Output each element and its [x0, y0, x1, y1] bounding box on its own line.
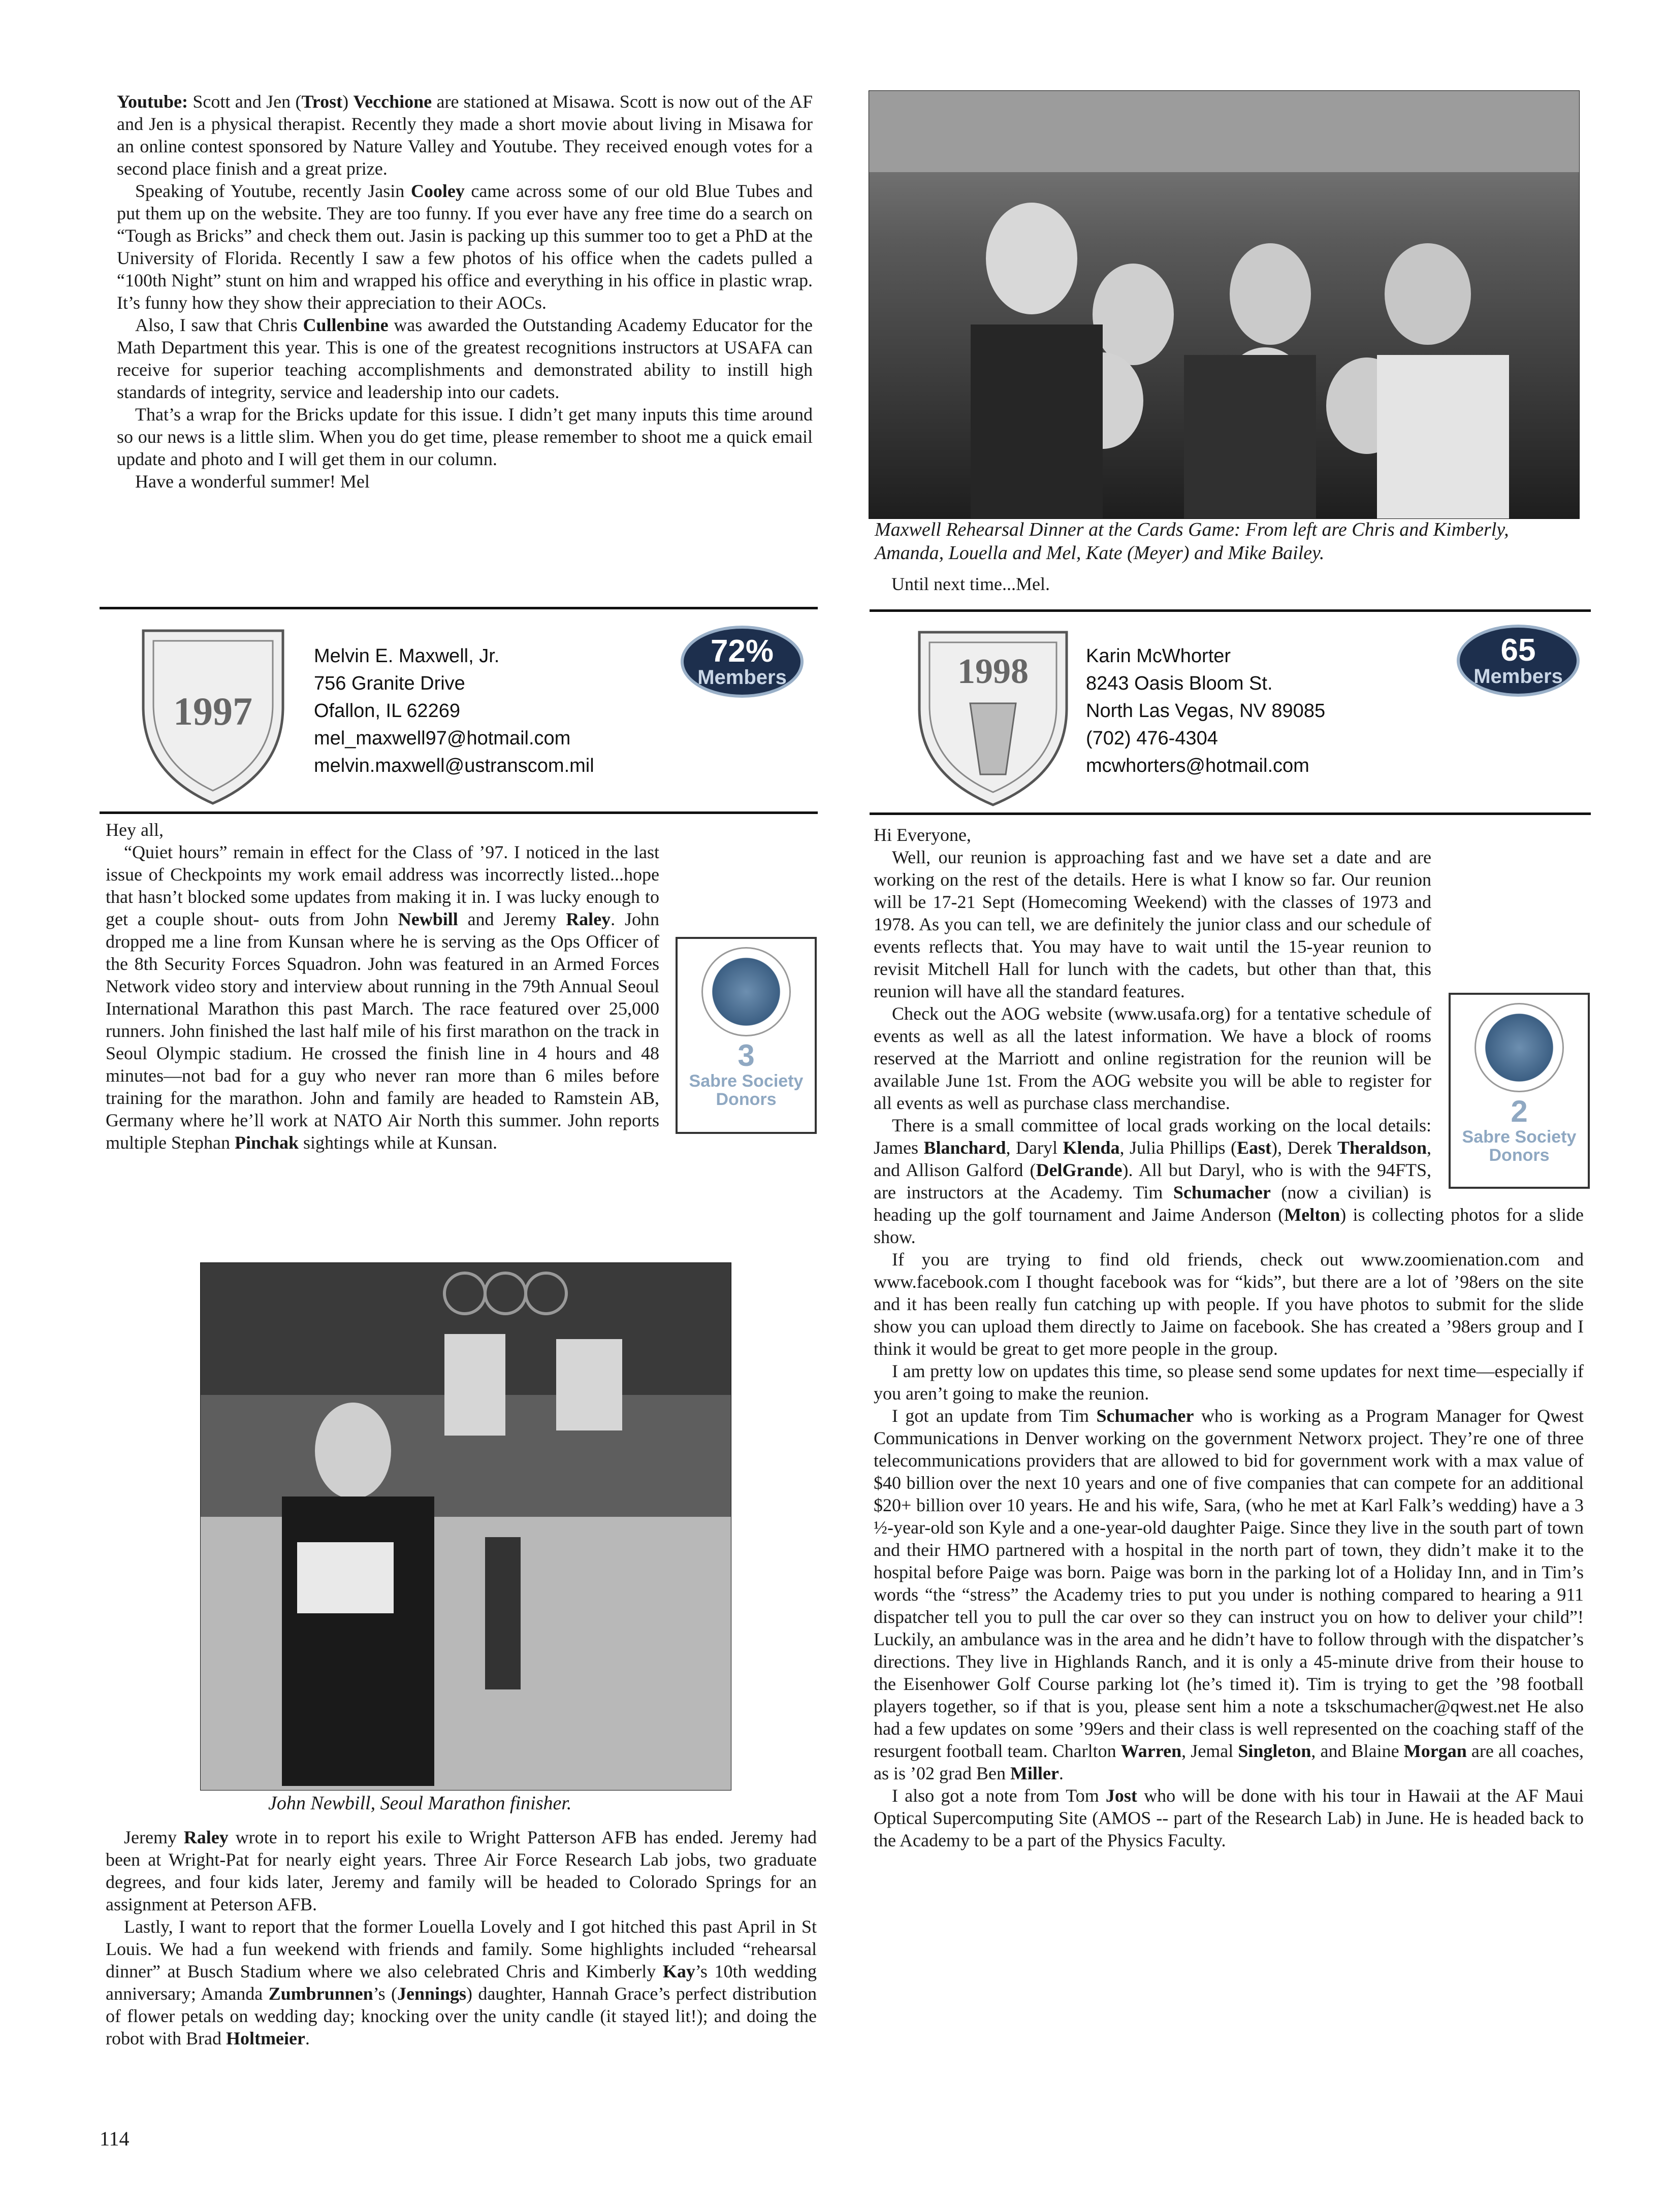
- text-run: , Daryl: [1006, 1137, 1063, 1158]
- bold-name: Melton: [1284, 1205, 1340, 1225]
- text-run: and Jeremy: [458, 909, 566, 929]
- paragraph: [874, 1405, 1584, 1784]
- paragraph: [117, 180, 813, 314]
- paragraph: [117, 90, 813, 180]
- bold-name: East: [1237, 1137, 1272, 1158]
- paragraph: [874, 1248, 1584, 1360]
- bold-name: Morgan: [1403, 1741, 1467, 1761]
- contact-line: mel_maxwell97@hotmail.com: [314, 728, 571, 749]
- paragraph: [117, 403, 813, 470]
- bold-name: Holtmeier: [226, 2028, 305, 2048]
- text-run: I got an update from Tim: [892, 1406, 1097, 1426]
- text-run: ): [342, 91, 354, 112]
- text-run: came across some of our old Blue Tubes and put them up on the website. They are too funny. If you ever have any free time do a search on “Tough as Bricks” and check them out. Jasin is packing up this summer too to get a PhD at the University of Florida. Recently I saw a few photos of his office when the cadets pulled a “100th Night” stunt on him and wrapped his office and everything in his office in plastic wrap. It’s funny how they show their appreciation to their AOCs.: [117, 181, 813, 313]
- bold-name: Schumacher: [1096, 1406, 1194, 1426]
- paragraph: [874, 846, 1584, 1002]
- text-run: sightings while at Kunsan.: [299, 1132, 497, 1153]
- divider-left-top: [100, 607, 818, 609]
- svg-text:1997: 1997: [173, 689, 252, 733]
- text-run: ) daughter, Hannah Grace’s perfect distribution of flower petals on wedding day; knocking over the unity candle (it stayed lit!); and doing the robot with Brad: [106, 1983, 817, 2048]
- contact-line: (702) 476-4304: [1086, 728, 1218, 749]
- group-photo: [869, 90, 1580, 519]
- bold-name: Jennings: [397, 1983, 467, 2004]
- contact-line: North Las Vegas, NV 89085: [1086, 700, 1326, 722]
- bold-name: Zumbrunnen: [268, 1983, 373, 2004]
- text-run: who is working as a Program Manager for Qwest Communications in Denver working on the government Networx project. They’re one of three telecommunications providers that are allowed to bid for government work with a max value of $40 billion over the next 10 years and one of five companies that can compete for an additional $20+ billion over 10 years. He and his wife, Sara, (who he met at Karl Falk’s wedding) have a 3 ½-year-old son Kyle and a one-year-old daughter Paige. Since they live in the south part of town and their HMO partnered with a hospital in the north part of town, they didn’t make it to the hospital before Paige was born. Paige was born in the parking lot of a Holiday Inn, and in Tim’s words “the “stress” the Academy tries to put you under is nothing compared to hearing a 911 dispatcher tell you to pull the car over so they can instruct you on how to deliver your child”! Luckily, an ambulance was in the area and he didn’t have to follow through with the dispatcher’s directions. They live in Highlands Ranch, and it is only a 45-minute drive from their house to the Eisenhower Golf Course parking lot (he’s timed it). Tim is trying to get the ’98 football players together, so if that is you, please sent him a note a tskschumacher@qwest.net He also had a few updates on some ’99ers and their class is well represented on the coaching staff of the resurgent football team. Charlton: [874, 1406, 1584, 1761]
- text-run: Hey all,: [106, 820, 164, 840]
- paragraph: [117, 470, 813, 493]
- text-run: , and Allison Galford (: [874, 1137, 1431, 1180]
- text-run: If you are trying to find old friends, check out www.zoomienation.com and www.facebook.com I thought facebook was for “kids”, but there are a lot of ’98ers on the site and it has been really fun catching up with people. If you have photos to submit for the slide show you can upload them directly to Jaime on facebook. She has created a ’98ers group and I think it would be great to get more people in the group.: [874, 1249, 1584, 1359]
- text-run: Hi Everyone,: [874, 825, 971, 845]
- marathon-photo-caption: John Newbill, Seoul Marathon finisher.: [268, 1793, 572, 1814]
- text-run: Well, our reunion is approaching fast and we have set a date and are working on the rest of the details. Here is what I know so far. Our reunion will be 17-21 Sept (Homecoming Weekend) with the classes of 1973 and 1978. As you can tell, we are definitely the junior class and our schedule of events reflects that. You may have to wait until the 15-year reunion to revisit Mitchell Hall for lunch with the cadets, but other than that, this reunion will have all the standard features.: [874, 847, 1431, 1001]
- text-run: are stationed at Misawa. Scott is now out of the AF and Jen is a physical therapist. Recently they made a short movie about living in Misawa for an online contest sponsored by Nature Valley and Youtube. They received enough votes for a second place finish and a great prize.: [117, 91, 813, 179]
- bold-name: DelGrande: [1036, 1160, 1123, 1180]
- contact-line: 756 Granite Drive: [314, 673, 465, 694]
- text-run: , and Blaine: [1311, 1741, 1404, 1761]
- text-run: Speaking of Youtube, recently Jasin: [135, 181, 411, 201]
- right-column-text: [874, 824, 1584, 1851]
- group-photo-image: [869, 91, 1579, 518]
- text-run: Scott and Jen (: [188, 91, 302, 112]
- bold-name: Vecchione: [353, 91, 432, 112]
- contact-line: mcwhorters@hotmail.com: [1086, 755, 1309, 776]
- text-run: (now a civilian) is heading up the golf tournament and Jaime Anderson (: [874, 1182, 1431, 1225]
- bold-name: Miller: [1010, 1763, 1059, 1783]
- bold-name: Jost: [1105, 1785, 1137, 1806]
- class-1997-membership-badge: 72% Members: [681, 626, 804, 698]
- marathon-photo: [200, 1262, 731, 1791]
- text-run: ) is collecting photos for a slide show.: [874, 1205, 1584, 1247]
- text-run: wrote in to report his exile to Wright Patterson AFB has ended. Jeremy had been at Wright-Pat for nearly eight years. Three Air Force Research Lab jobs, two graduate degrees, and four kids later, Jeremy and family will be headed to Colorado Springs for an assignment at Peterson AFB.: [106, 1827, 817, 1914]
- contact-line: 8243 Oasis Bloom St.: [1086, 673, 1273, 694]
- sabre-society-seal-icon: [701, 947, 791, 1036]
- text-run: I am pretty low on updates this time, so please send some updates for next time—especially if you aren’t going to make the reunion.: [874, 1361, 1584, 1404]
- text-run: who will be done with his tour in Hawaii at the AF Maui Optical Supercomputing Site (AMOS -- part of the Research Lab) in June. He is headed back to the Academy to be a part of the Physics Faculty.: [874, 1785, 1584, 1850]
- class-1998-crest: [909, 622, 1077, 810]
- class-1997-crest: [133, 621, 293, 808]
- text-run: Also, I saw that Chris: [135, 315, 303, 335]
- text-run: .: [1059, 1763, 1064, 1783]
- class-1998-contact: [1086, 642, 1325, 779]
- text-run: “Quiet hours” remain in effect for the Class of ’97. I noticed in the last issue of Checkpoints my work email address was incorrectly listed...hope that hasn’t blocked some updates from making it in. I was lucky enough to get a couple shout- outs from John: [106, 842, 659, 929]
- text-run: Jeremy: [124, 1827, 184, 1847]
- text-run: . John dropped me a line from Kunsan where he is serving as the Ops Officer of the 8th Security Forces Squadron. John was featured in an Armed Forces Network video story and interview about running in the 79th Annual Seoul International Marathon this past March. The race featured over 25,000 runners. John finished the last half mile of his first marathon on the track in Seoul Olympic stadium. He crossed the finish line in 4 hours and 48 minutes—not bad for a guy who never ran more than 6 miles before training for the marathon. John and family are headed to Ramstein AB, Germany where he’ll work at NATO Air North this summer. John reports multiple Stephan: [106, 909, 660, 1153]
- paragraph: [106, 819, 817, 841]
- bold-name: Raley: [183, 1827, 229, 1847]
- contact-line: Ofallon, IL 62269: [314, 700, 461, 722]
- page-number: 114: [100, 2127, 130, 2150]
- bold-name: Raley: [566, 909, 611, 929]
- bold-name: Cullenbine: [303, 315, 389, 335]
- paragraph: [874, 1360, 1584, 1405]
- bold-name: Youtube:: [117, 91, 188, 112]
- signoff: Until next time...Mel.: [891, 574, 1050, 594]
- text-run: Check out the AOG website (www.usafa.org) for a tentative schedule of events as well as all the latest information. We have a block of rooms reserved at the Marriott and online registration for the reunion will be available June 1st. From the AOG website you will be able to register for all events as well as purchase class merchandise.: [874, 1003, 1431, 1113]
- text-run: There is a small committee of local grads working on the local details: James: [874, 1115, 1431, 1158]
- class-1998-membership-badge: 65 Members: [1457, 625, 1580, 697]
- class-1997-sabre-society-box: 3 Sabre Society Donors: [676, 937, 817, 1134]
- bold-name: Theraldson: [1337, 1137, 1427, 1158]
- text-run: are all coaches, as is ’02 grad Ben: [874, 1741, 1584, 1783]
- bold-name: Klenda: [1063, 1137, 1120, 1158]
- bold-name: Singleton: [1238, 1741, 1311, 1761]
- group-photo-caption: Maxwell Rehearsal Dinner at the Cards Game: From left are Chris and Kimberly, Amanda, Louella and Mel, Kate (Meyer) and Mike Bailey.: [875, 519, 1509, 564]
- class-1998-sabre-society-box: 2 Sabre Society Donors: [1449, 993, 1590, 1189]
- bold-name: Blanchard: [923, 1137, 1006, 1158]
- marathon-photo-image: [201, 1263, 731, 1790]
- sabre-society-seal-icon: [1474, 1003, 1564, 1092]
- bold-name: Pinchak: [234, 1132, 299, 1153]
- text-run: I also got a note from Tom: [892, 1785, 1106, 1806]
- text-run: ’s 10th wedding anniversary; Amanda: [106, 1961, 817, 2004]
- svg-text:1998: 1998: [957, 652, 1029, 691]
- bold-name: Cooley: [410, 181, 465, 201]
- bold-name: Trost: [301, 91, 343, 112]
- paragraph: [874, 1784, 1584, 1851]
- bold-name: Warren: [1120, 1741, 1182, 1761]
- divider-right-top: [870, 609, 1591, 612]
- text-run: was awarded the Outstanding Academy Educator for the Math Department this year. This is one of the greatest recognitions instructors at USAFA can receive for superior teaching accomplishments and demonstrated ability to instill high standards of integrity, service and leadership into our cadets.: [117, 315, 813, 402]
- paragraph: [106, 1826, 817, 1915]
- text-run: ), Derek: [1271, 1137, 1337, 1158]
- text-run: That’s a wrap for the Bricks update for this issue. I didn’t get many inputs this time around so our news is a little slim. When you do get time, please remember to shoot me a quick email update and photo and I will get them in our column.: [117, 404, 813, 469]
- text-run: , Jemal: [1181, 1741, 1238, 1761]
- text-run: Have a wonderful summer! Mel: [135, 471, 370, 492]
- text-run: ’s (: [373, 1983, 397, 2004]
- contact-line: melvin.maxwell@ustranscom.mil: [314, 755, 594, 776]
- bold-name: Schumacher: [1173, 1182, 1271, 1202]
- top-left-column: [117, 90, 813, 493]
- contact-line: Melvin E. Maxwell, Jr.: [314, 645, 500, 667]
- paragraph: [106, 1915, 817, 2050]
- text-run: , Julia Phillips (: [1119, 1137, 1237, 1158]
- paragraph: [117, 314, 813, 403]
- contact-line: Karin McWhorter: [1086, 645, 1231, 667]
- bold-name: Kay: [662, 1961, 695, 1981]
- text-run: .: [305, 2028, 310, 2048]
- bold-name: Newbill: [398, 909, 458, 929]
- divider-left-bottom: [100, 811, 818, 814]
- divider-right-bottom: [870, 812, 1591, 815]
- text-run: ). All but Daryl, who is with the 94FTS, are instructors at the Academy. Tim: [874, 1160, 1431, 1202]
- class-1997-contact: [314, 642, 594, 779]
- text-run: Lastly, I want to report that the former Louella Lovely and I got hitched this past April in St Louis. We had a fun weekend with friends and family. Some highlights included “rehearsal dinner” at Busch Stadium where we also celebrated Chris and Kimberly: [106, 1916, 817, 1981]
- left-column-text-b: [106, 1826, 817, 2050]
- paragraph: [874, 824, 1584, 846]
